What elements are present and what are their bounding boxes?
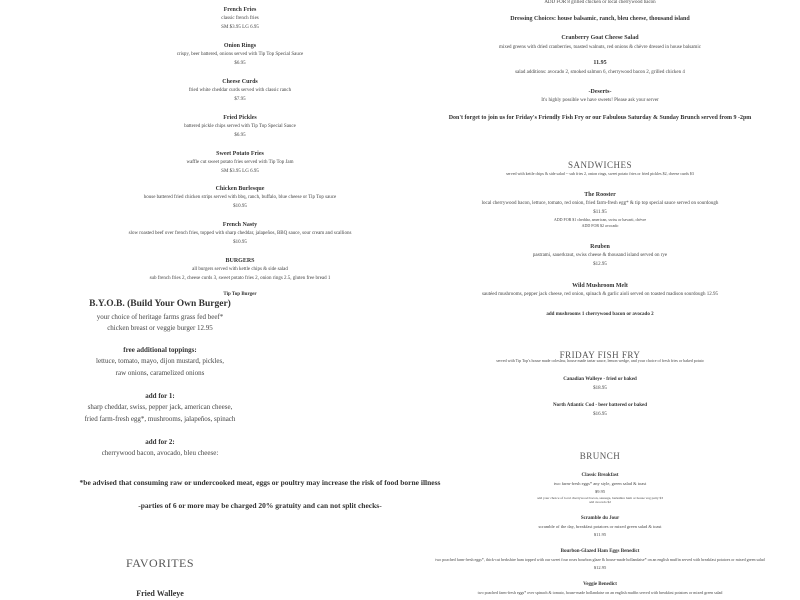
byob-line: your choice of heritage farms grass fed beef* <box>96 313 224 321</box>
menu-item <box>400 549 800 570</box>
item-name: Reuben <box>590 244 610 250</box>
byob-section <box>0 298 400 457</box>
item-desc: two farm-fresh eggs* any style, green salad & toast <box>553 481 647 486</box>
item-desc: fried white cheddar curds served with classic ranch <box>188 88 292 93</box>
item-price: $18.95 <box>593 386 607 391</box>
item-name: Bourbon-Glazed Ham Eggs Benedict <box>560 549 640 554</box>
item-extra: ADD FOR $2 avocado <box>581 223 619 228</box>
item-price: $6.95 <box>234 133 246 138</box>
salad-addon-note: ADD FOR 8 grilled chicken or local cherrywood bacon <box>544 0 656 5</box>
gratuity-notice: -parties of 6 or more may be charged 20% gratuity and can not split checks- <box>138 501 382 510</box>
section-title: BURGERS <box>225 258 255 264</box>
item-price: SM $3.95 LG 6.95 <box>221 169 259 174</box>
item-price: $12.95 <box>593 262 607 267</box>
item-name: Cranberry Goat Cheese Salad <box>561 35 639 41</box>
item-desc: crispy, beer battered, onions served with Tip Top Special Sauce <box>176 52 304 57</box>
item-name: Tip Top Burger <box>223 292 257 297</box>
item-name: Classic Breakfast <box>581 473 619 478</box>
add2-title: add for 2: <box>145 438 175 446</box>
sandwich-add-note: add mushrooms 1 cherrywood bacon or avocado 2 <box>546 312 654 317</box>
item-name: Canadian Walleye - fried or baked <box>563 377 637 382</box>
item-desc: pastrami, sauerkraut, swiss cheese & thousand island served on rye <box>532 253 668 258</box>
item-name: Onion Rings <box>223 43 257 49</box>
item-price: $11.95 <box>593 210 607 215</box>
item-name: French Nasty <box>222 222 258 228</box>
item-name: Scramble du Jour <box>580 516 620 521</box>
menu-item <box>400 403 800 418</box>
item-desc: two poached farm-fresh eggs*, thick-cut berkshire ham topped with our sweet four roses bourbon glaze & house-made hollandaise* on an english muffin served with breakfast potatoes or mixed green salad <box>435 557 765 562</box>
item-name: North Atlantic Cod - beer battered or baked <box>552 403 648 408</box>
toppings-line: raw onions, caramelized onions <box>115 369 205 377</box>
item-price: $6.95 <box>234 61 246 66</box>
favorites-title: FAVORITES <box>125 556 195 570</box>
section-title: BRUNCH <box>579 451 621 461</box>
item-name: Chicken Burlesque <box>215 186 265 192</box>
item-name: Fried Pickles <box>223 115 257 121</box>
item-desc: waffle cut sweet potato fries served with Tip Top Jam <box>186 160 294 165</box>
item-desc: local cherrywood bacon, lettuce, tomato, red onion, fried farm-fresh egg* & tip top special sauce served on sourdough <box>481 201 719 206</box>
item-price: $16.95 <box>593 412 607 417</box>
item-name: Cheese Curds <box>222 79 258 85</box>
menu-item <box>400 582 800 595</box>
item-name: The Rooster <box>584 192 616 198</box>
item-extra: add avocado $2 <box>589 500 611 504</box>
menu-item <box>400 377 800 392</box>
item-price: $7.95 <box>234 97 246 102</box>
item-price: $10.95 <box>233 204 247 209</box>
item-addons: salad additions: avocado 2, smoked salmon 6, cherrywood bacon 2, grilled chicken 4 <box>515 70 685 75</box>
byob-title: B.Y.O.B. (Build Your Own Burger) <box>89 299 231 309</box>
item-name: Sweet Potato Fries <box>216 151 264 157</box>
add1-line: sharp cheddar, swiss, pepper jack, american cheese, <box>87 403 233 411</box>
item-desc: mixed greens with dried cranberries, toasted walnuts, red onions & chèvre dressed in house balsamic <box>499 45 701 50</box>
item-name: Veggie Benedict <box>583 582 617 587</box>
add1-line: fried farm-fresh egg*, mushrooms, jalapeños, spinach <box>84 415 236 423</box>
item-price: $10.95 <box>233 240 247 245</box>
menu-item <box>400 283 800 298</box>
raw-food-notice: *be advised that consuming raw or undercooked meat, eggs or poultry may increase the risk of food borne illness <box>79 478 441 487</box>
section-note: all burgers served with kettle chips & side salad <box>192 267 288 272</box>
menu-item <box>400 244 800 268</box>
item-desc: classic french fries <box>221 16 259 21</box>
add1-title: add for 1: <box>145 392 175 400</box>
item-price: $11.95 <box>593 532 607 537</box>
toppings-title: free additional toppings: <box>123 346 197 354</box>
item-desc: slow roasted beef over french fries, topped with sharp cheddar, jalapeños, BBQ sauce, sour cream and scallions <box>128 231 352 236</box>
promo-text: Don't forget to join us for Friday's Friendly Fish Fry or our Fabulous Saturday & Sunday Brunch served from 9 -2pm <box>448 115 752 121</box>
right-menu-column <box>400 0 800 600</box>
section-title: FRIDAY FISH FRY <box>559 350 641 360</box>
menu-item <box>400 473 800 504</box>
menu-item <box>400 35 800 76</box>
item-extra: ADD FOR $1 cheddar, american, swiss or havarti, chèvre <box>553 217 647 222</box>
desserts-desc: It's highly possible we have sweets! Please ask your server <box>541 98 659 103</box>
item-name: French Fries <box>223 7 257 13</box>
item-desc: scramble of the day, breakfast potatoes or mixed green salad & toast <box>538 524 662 529</box>
section-title: SANDWICHES <box>567 160 632 170</box>
item-price: SM $3.95 LG 6.95 <box>221 25 259 30</box>
desserts <box>400 89 800 104</box>
menu-item <box>400 192 800 228</box>
toppings-line: lettuce, tomato, mayo, dijon mustard, pickles, <box>96 357 224 365</box>
item-name: Fried Walleye <box>136 589 184 598</box>
section-note: sub french fries 2, cheese curds 3, sweet potato fries 2, onion rings 2.5, gluten free bread 1 <box>149 276 331 281</box>
add2-line: cherrywood bacon, avocado, bleu cheese: <box>101 449 219 457</box>
section-note: served with kettle chips & side salad -- sub fries 2, onion rings, sweet potato fries or fried pickles $2, cheese curds $3 <box>506 171 694 176</box>
item-desc: sautéed mushrooms, pepper jack cheese, red onion, spinach & garlic aioli served on toasted madison sourdough 12.95 <box>481 292 719 297</box>
item-price: $9.95 <box>594 489 606 494</box>
byob-line: chicken breast or veggie burger 12.95 <box>107 324 213 332</box>
desserts-title: -Deserts- <box>588 89 612 95</box>
item-desc: two poached farm-fresh eggs* over spinach & tomato, house-made hollandaise on an english muffin served with breakfast potatoes or mixed green salad <box>477 590 723 595</box>
item-desc: battered pickle chips served with Tip Top Special Sauce <box>184 124 296 129</box>
dressing-choices: Dressing Choices: house balsamic, ranch, bleu cheese, thousand island <box>510 16 690 22</box>
section-note: served with Tip Top's house made coleslaw, house made tartar sauce, lemon wedge, and your choice of fresh fries or baked potato <box>496 358 704 363</box>
item-extra: add your choice of local cherrywood bacon, sausage, berkshire ham or house veg patty $3 <box>537 496 663 500</box>
item-desc: house battered fried chicken strips served with bbq, ranch, buffalo, blue cheese or Tip Top sauce <box>143 195 337 200</box>
item-price: 11.95 <box>593 60 607 66</box>
menu-item <box>400 516 800 537</box>
item-name: Wild Mushroom Melt <box>572 283 628 289</box>
item-price: $12.95 <box>593 565 607 570</box>
